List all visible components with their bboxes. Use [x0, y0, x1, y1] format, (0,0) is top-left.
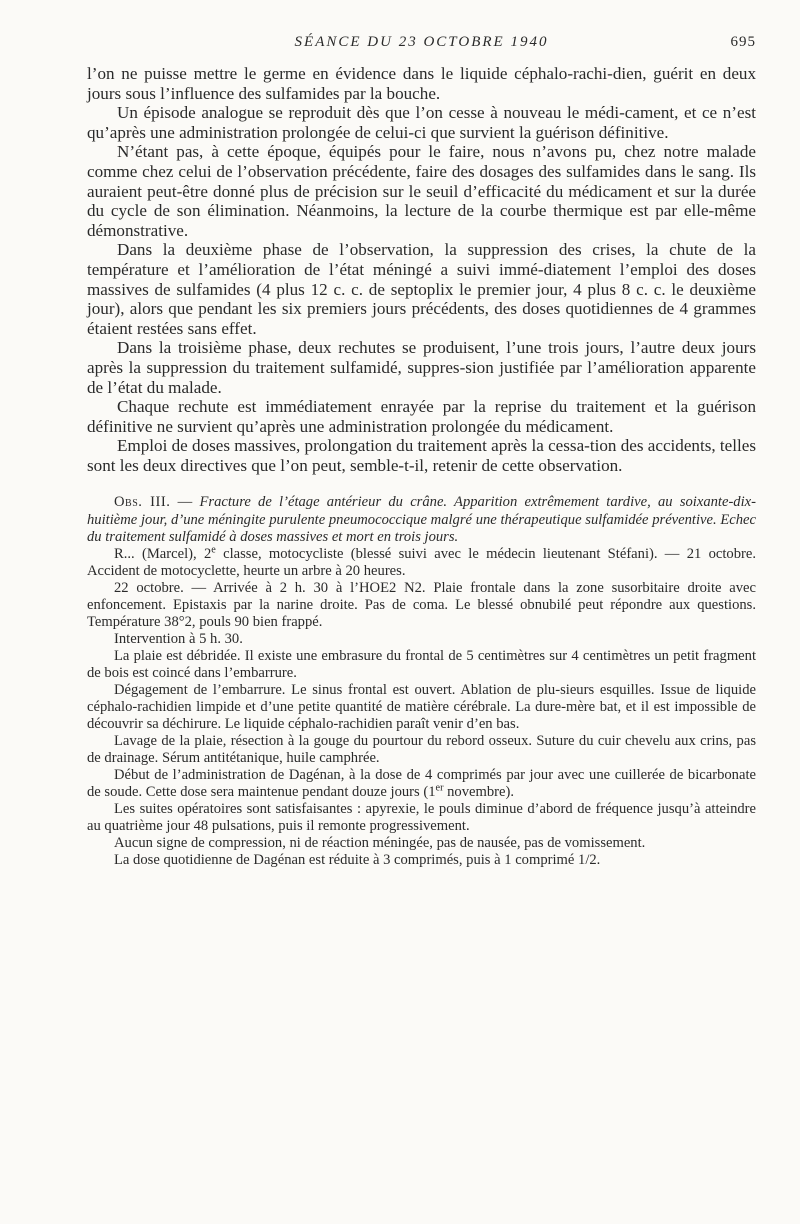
superscript: er [435, 782, 444, 794]
observation-dash: — [170, 494, 200, 511]
text-run: classe, motocycliste (blessé suivi avec le médecin lieutenant Stéfani). — 21 octobre. Accident de motocyclette, heurte un arbre à 20 heures. [87, 545, 756, 579]
paragraph: Dans la troisième phase, deux rechutes se produisent, l’une trois jours, l’autre deux jours après la suppression du traitement sulfamidé, suppres-sion justifiée par l’amélioration apparente de l’état du malade. [87, 338, 756, 397]
text-run: R... (Marcel), 2 [114, 545, 212, 562]
observation-paragraph: La plaie est débridée. Il existe une embrasure du frontal de 5 centimètres sur 4 centimètres un petit fragment de bois est coincé dans l’embarrure. [87, 647, 756, 681]
paragraph: l’on ne puisse mettre le germe en évidence dans le liquide céphalo-rachi-dien, guérit en deux jours sous l’influence des sulfamides par la bouche. [87, 64, 756, 103]
paragraph: N’étant pas, à cette époque, équipés pour le faire, nous n’avons pu, chez notre malade comme chez celui de l’observation précédente, faire des dosages des sulfamides dans le sang. Ils auraient peut-être donné plus de précision sur le seuil d’efficacité du médicament et sur la durée du cycle de son élimination. Néanmoins, la lecture de la courbe thermique est par elle-même démonstrative. [87, 142, 756, 240]
observation-section [87, 494, 756, 869]
observation-paragraph: Les suites opératoires sont satisfaisantes : apyrexie, le pouls diminue d’abord de fréquence jusqu’à atteindre au quatrième jour 48 pulsations, puis il remonte progressivement. [87, 801, 756, 835]
main-text [87, 64, 756, 475]
paragraph: Emploi de doses massives, prolongation du traitement après la cessa-tion des accidents, telles sont les deux directives que l’on peut, semble-t-il, retenir de cette observation. [87, 436, 756, 475]
paragraph: Un épisode analogue se reproduit dès que l’on cesse à nouveau le médi-cament, et ce n’est qu’après une administration prolongée de celui-ci que survient la guérison définitive. [87, 103, 756, 142]
observation-paragraph: Intervention à 5 h. 30. [114, 630, 243, 647]
observation-paragraph: Aucun signe de compression, ni de réaction méningée, pas de nausée, pas de vomissement. [114, 835, 646, 852]
superscript: e [211, 544, 216, 555]
observation-title: Fracture de l’étage antérieur du crâne. Apparition extrêmement tardive, au soixante-dix-huitième jour, d’une méningite purulente pneumococcique malgré une thérapeutique sulfamidée préventive. Echec du traitement sulfamidé à doses massives et mort en trois jours. [87, 494, 757, 545]
text-run: Début de l’administration de Dagénan, à la dose de 4 comprimés par jour avec une cuillerée de bicarbonate de soude. Cette dose sera maintenue pendant douze jours (1 [87, 767, 756, 801]
paragraph: Chaque rechute est immédiatement enrayée par la reprise du traitement et la guérison définitive ne survient qu’après une administration prolongée du médicament. [87, 397, 756, 436]
observation-heading [87, 494, 756, 545]
text-run: novembre). [443, 784, 514, 801]
page-number: 695 [730, 34, 756, 50]
observation-paragraph: 22 octobre. — Arrivée à 2 h. 30 à l’HOE2 N2. Plaie frontale dans la zone susorbitaire droite avec enfoncement. Epistaxis par la narine droite. Pas de coma. Le blessé obnubilé peut répondre aux questions. Température 38°2, pouls 90 bien frappé. [87, 579, 756, 630]
paragraph: Dans la deuxième phase de l’observation, la suppression des crises, la chute de la température et l’amélioration de l’état méningé a suivi immé-diatement l’emploi des doses massives de sulfamides (4 plus 12 c. c. de septoplix le premier jour, 4 plus 8 c. c. le deuxième jour), alors que pendant les six premiers jours précédents, des doses quotidiennes de 4 grammes étaient restées sans effet. [87, 240, 756, 338]
observation-paragraph: Dégagement de l’embarrure. Le sinus frontal est ouvert. Ablation de plu-sieurs esquilles. Issue de liquide céphalo-rachidien limpide et d’une petite quantité de matière cérébrale. La dure-mère bat, et il est impossible de découvrir sa déchirure. Le liquide céphalo-rachidien paraît venir d’en bas. [87, 681, 756, 733]
observation-paragraph [87, 546, 756, 580]
observation-paragraph [87, 767, 756, 801]
running-header [87, 0, 756, 64]
observation-paragraph: La dose quotidienne de Dagénan est réduite à 3 comprimés, puis à 1 comprimé 1/2. [114, 852, 601, 869]
observation-label: Obs. III. [114, 494, 171, 511]
running-title: SÉANCE DU 23 OCTOBRE 1940 [294, 34, 549, 50]
observation-paragraph: Lavage de la plaie, résection à la gouge du pourtour du rebord osseux. Suture du cuir chevelu aux crins, pas de drainage. Sérum antitétanique, huile camphrée. [87, 733, 756, 767]
